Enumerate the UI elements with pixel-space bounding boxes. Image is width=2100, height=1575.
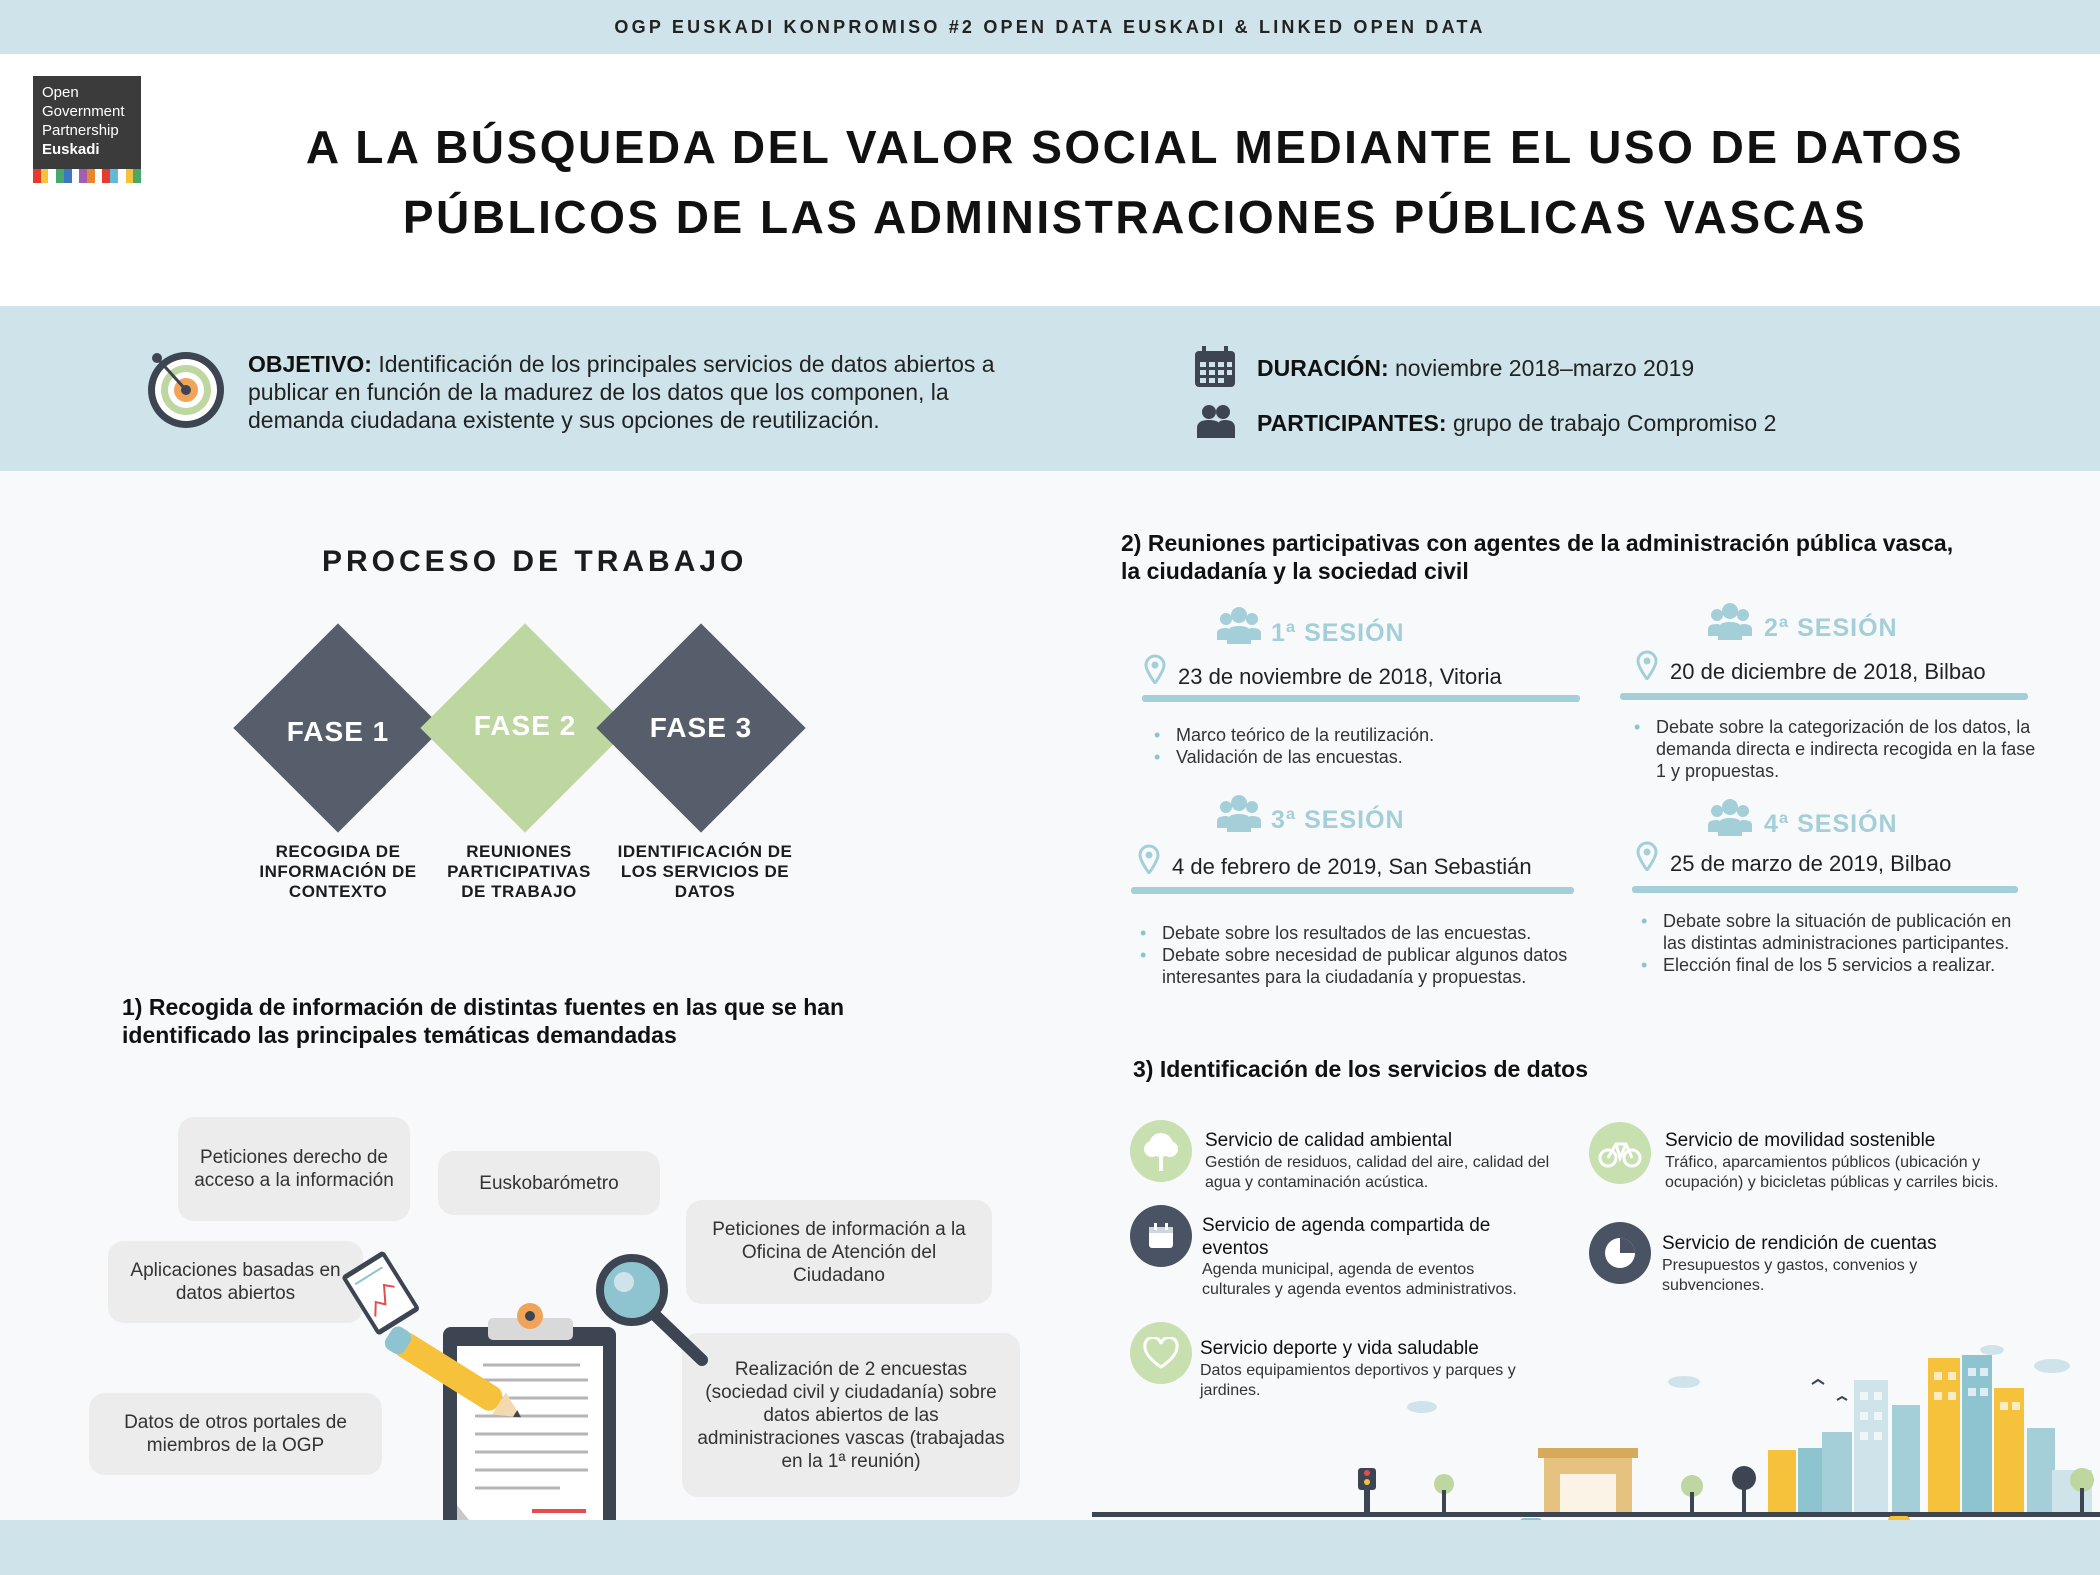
title-line: A LA BÚSQUEDA DEL VALOR SOCIAL MEDIANTE EL USO DE DATOS: [305, 121, 1965, 173]
participants-value: grupo de trabajo Compromiso 2: [1452, 410, 1777, 436]
objective-text: [248, 350, 1038, 434]
group-icon: [1217, 794, 1261, 832]
section-3-heading: 3) Identificación de los servicios de datos: [1133, 1056, 1589, 1082]
source-portales-ogp: Datos de otros portales de miembros de la OGP: [89, 1393, 382, 1475]
section-2-heading: [1121, 529, 2081, 585]
session-4-list: [1635, 910, 2035, 976]
service-3-icon-bg: [1130, 1205, 1192, 1267]
participants-row: [1257, 410, 1776, 437]
session-3-date: 4 de febrero de 2019, San Sebastián: [1172, 854, 1532, 879]
caption-line: REUNIONES: [466, 842, 572, 861]
session-1-date: 23 de noviembre de 2018, Vitoria: [1178, 664, 1502, 689]
logo-stripes: [33, 169, 141, 183]
caption-line: PARTICIPATIVAS: [447, 862, 591, 881]
location-pin-icon: [1636, 650, 1658, 680]
tree-icon: [1141, 1129, 1181, 1173]
session-4-title: 4ª SESIÓN: [1764, 810, 1898, 838]
participants-label: PARTICIPANTES:: [1257, 410, 1447, 436]
session-2-title: 2ª SESIÓN: [1764, 614, 1898, 642]
logo-line: Open: [42, 84, 79, 101]
list-item: • Debate sobre los resultados de las encuestas.: [1134, 922, 1604, 944]
service-3-title: Servicio de agenda compartida de eventos: [1202, 1215, 1491, 1259]
location-pin-icon: [1636, 841, 1658, 871]
service-4-desc: Presupuestos y gastos, convenios y subvenciones.: [1662, 1257, 1918, 1294]
group-icon: [1708, 602, 1752, 640]
session-1-title: 1ª SESIÓN: [1271, 619, 1405, 647]
caption-line: INFORMACIÓN DE: [259, 862, 417, 881]
phase-1-label: FASE 1: [286, 716, 390, 747]
duration-label: DURACIÓN:: [1257, 355, 1389, 381]
source-peticiones-acceso: Peticiones derecho de acceso a la información: [178, 1117, 410, 1221]
source-encuestas: Realización de 2 encuestas (sociedad civil y ciudadanía) sobre datos abiertos de las administraciones vascas (trabajadas en la 1ª reunión): [682, 1333, 1020, 1497]
service-1-icon-bg: [1130, 1120, 1192, 1182]
ogp-euskadi-logo: [33, 76, 141, 183]
target-icon: [143, 346, 229, 430]
phase-2-caption: [424, 842, 614, 902]
objective-description: Identificación de los principales servicios de datos abiertos a publicar en función de la madurez de los datos que los componen, la demanda ciudadana existente y sus opciones de reutilización.: [248, 351, 995, 433]
session-2-list: [1628, 716, 2038, 782]
caption-line: IDENTIFICACIÓN DE: [617, 842, 793, 861]
title-line: PÚBLICOS DE LAS ADMINISTRACIONES PÚBLICAS VASCAS: [402, 191, 1868, 243]
service-5-title: Servicio deporte y vida saludable: [1200, 1338, 1479, 1359]
caption-line: RECOGIDA DE: [275, 842, 401, 861]
source-euskobarometro: Euskobarómetro: [438, 1151, 660, 1215]
heading-line: 1) Recogida de información de distintas fuentes en las que se han: [122, 994, 845, 1020]
service-2-desc: Tráfico, aparcamientos públicos (ubicación y ocupación) y bicicletas públicas y carriles bicis.: [1665, 1154, 1999, 1191]
city-skyline-illustration: [1092, 1340, 2100, 1540]
group-icon: [1708, 798, 1752, 836]
clipboard-illustration: [340, 1250, 720, 1550]
bottom-band: [0, 1520, 2100, 1575]
phase-3-caption: [610, 842, 800, 902]
location-pin-icon: [1138, 844, 1160, 874]
session-1-list: [1148, 724, 1578, 768]
session-2-date: 20 de diciembre de 2018, Bilbao: [1670, 659, 1986, 684]
page-title: [160, 112, 2100, 252]
service-1-title: Servicio de calidad ambiental: [1205, 1130, 1453, 1151]
phase-3-label: FASE 3: [649, 712, 753, 743]
session-1-divider: [1142, 695, 1580, 702]
heading-line: la ciudadanía y la sociedad civil: [1121, 558, 1469, 584]
source-oac: Peticiones de información a la Oficina de Atención del Ciudadano: [686, 1200, 992, 1304]
logo-line: Government: [42, 103, 125, 120]
session-4-date: 25 de marzo de 2019, Bilbao: [1670, 851, 1952, 876]
list-item: • Elección final de los 5 servicios a realizar.: [1635, 954, 2035, 976]
service-5-desc: Datos equipamientos deportivos y parques y jardines.: [1200, 1362, 1516, 1399]
location-pin-icon: [1144, 654, 1166, 684]
session-3-list: [1134, 922, 1604, 988]
calendar-icon: [1147, 1222, 1175, 1250]
section-1-heading: [122, 993, 1002, 1049]
caption-line: DE TRABAJO: [461, 882, 577, 901]
caption-line: CONTEXTO: [288, 882, 388, 901]
service-1-desc: Gestión de residuos, calidad del aire, calidad del agua y contaminación acústica.: [1205, 1154, 1550, 1191]
calendar-icon: [1193, 345, 1237, 389]
phase-2-label: FASE 2: [473, 710, 577, 741]
top-banner-text: OGP EUSKADI KONPROMISO #2 OPEN DATA EUSKADI & LINKED OPEN DATA: [614, 17, 1486, 37]
heading-line: 2) Reuniones participativas con agentes de la administración pública vasca,: [1121, 530, 1954, 556]
caption-line: LOS SERVICIOS DE: [620, 862, 790, 881]
group-icon: [1217, 606, 1261, 644]
phase-1-caption: [243, 842, 433, 902]
participants-icon: [1195, 404, 1237, 438]
process-title: PROCESO DE TRABAJO: [322, 545, 748, 578]
service-4-title: Servicio de rendición de cuentas: [1662, 1233, 1937, 1254]
service-4-icon-bg: [1589, 1222, 1651, 1284]
list-item: • Marco teórico de la reutilización.: [1148, 724, 1578, 746]
bicycle-icon: [1598, 1138, 1642, 1168]
list-item: • Debate sobre necesidad de publicar algunos datos interesantes para la ciudadanía y propuestas.: [1134, 944, 1604, 988]
caption-line: DATOS: [674, 882, 736, 901]
service-3-desc: Agenda municipal, agenda de eventos culturales y agenda eventos administrativos.: [1202, 1261, 1517, 1298]
session-3-title: 3ª SESIÓN: [1271, 806, 1405, 834]
list-item: • Debate sobre la categorización de los datos, la demanda directa e indirecta recogida en la fase 1 y propuestas.: [1628, 716, 2038, 782]
duration-row: [1257, 355, 1694, 382]
logo-line: Euskadi: [42, 141, 100, 158]
source-aplicaciones: Aplicaciones basadas en datos abiertos: [108, 1241, 363, 1323]
pie-chart-icon: [1602, 1235, 1638, 1271]
session-3-divider: [1131, 887, 1574, 894]
list-item: • Validación de las encuestas.: [1148, 746, 1578, 768]
service-2-title: Servicio de movilidad sostenible: [1665, 1130, 1936, 1151]
objective-label: OBJETIVO:: [248, 351, 372, 377]
logo-line: Partnership: [42, 122, 119, 139]
session-2-divider: [1620, 693, 2028, 700]
service-2-icon-bg: [1589, 1122, 1651, 1184]
list-item: • Debate sobre la situación de publicación en las distintas administraciones participantes.: [1635, 910, 2035, 954]
session-4-divider: [1632, 886, 2018, 893]
duration-value: noviembre 2018–marzo 2019: [1395, 355, 1695, 381]
heading-line: identificado las principales temáticas demandadas: [122, 1022, 677, 1048]
